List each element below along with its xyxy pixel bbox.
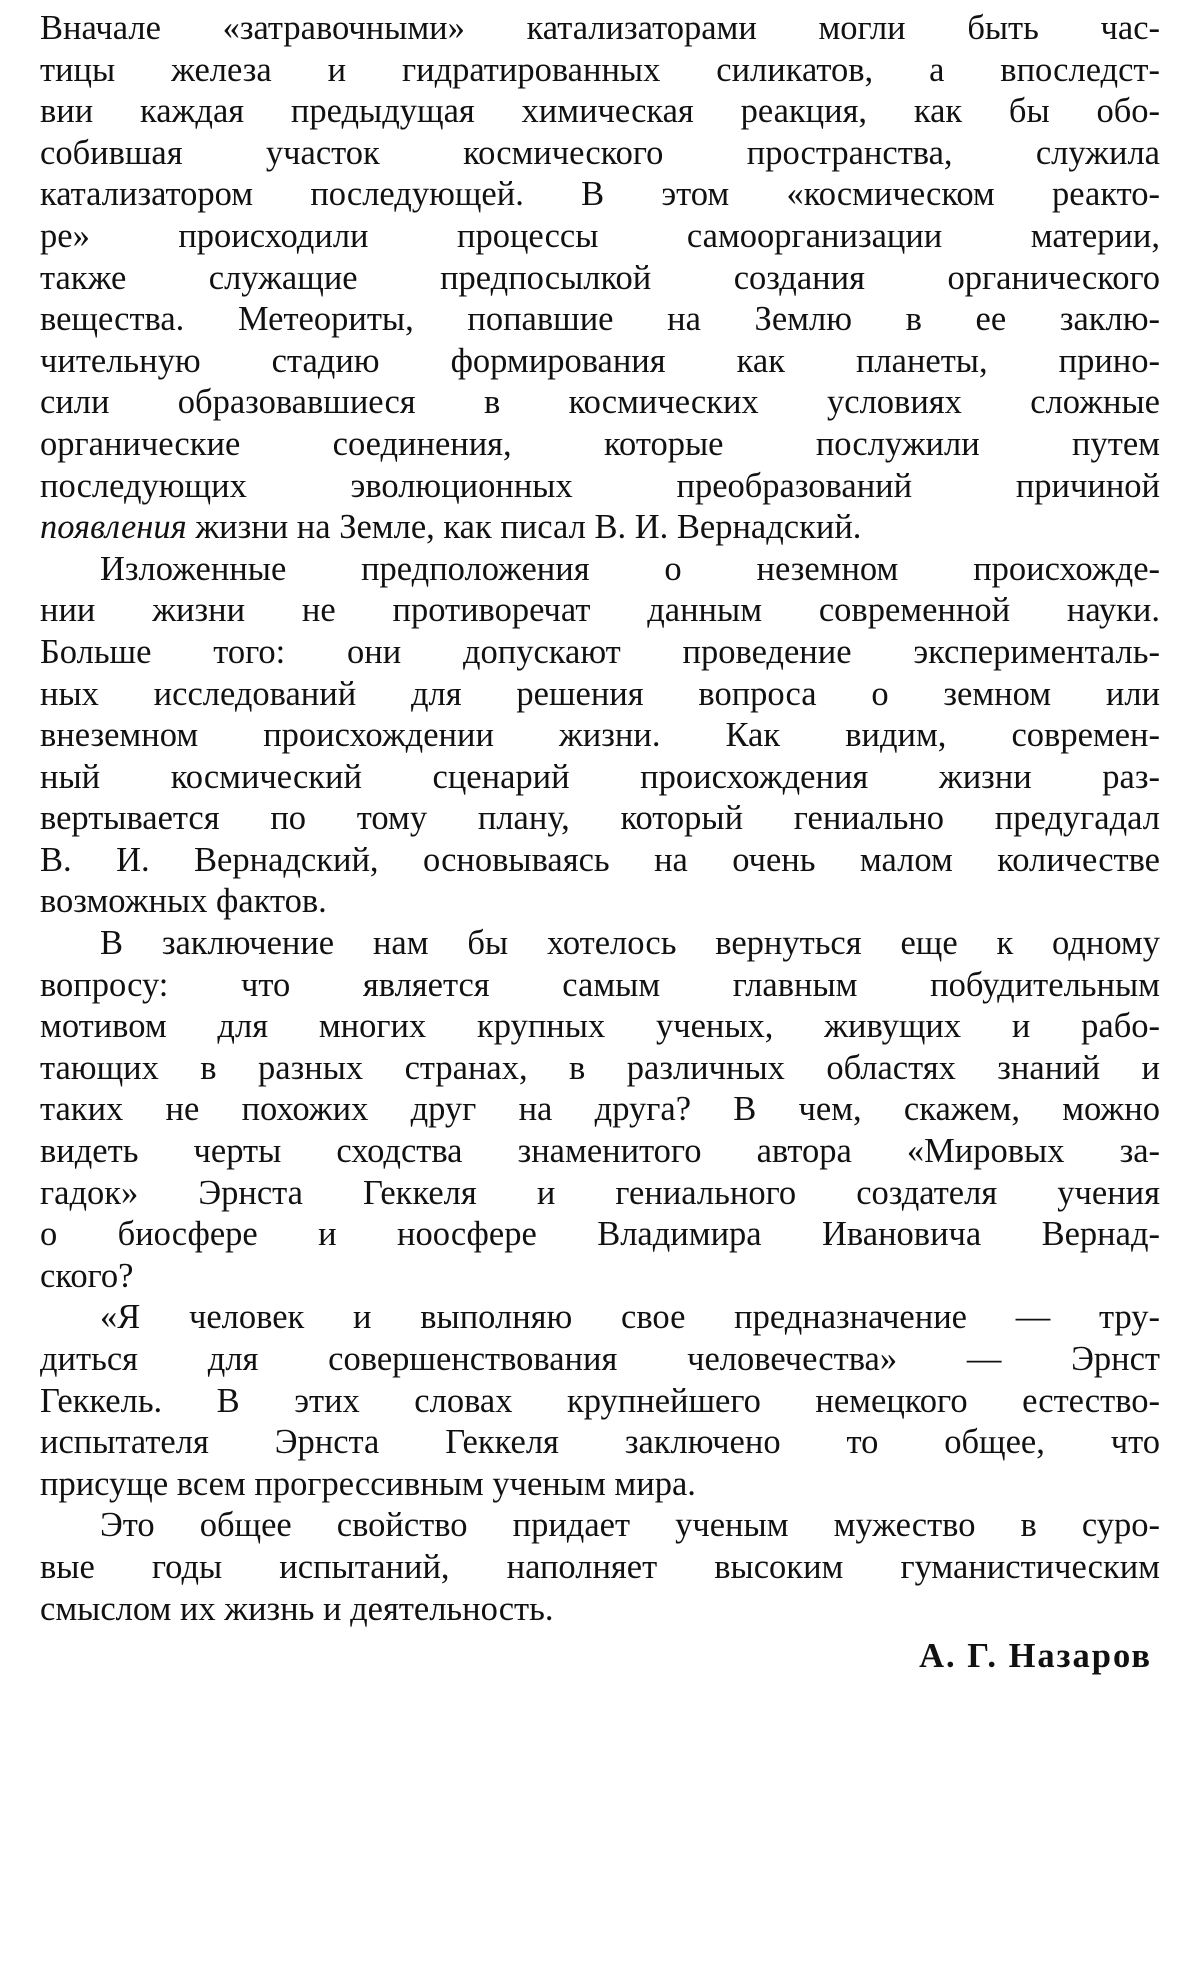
text-line-last: ского? [40,1256,134,1295]
text-line: тицы железа и гидратированных силикатов, а впоследст- [40,50,1160,89]
text-line: катализатором последующей. В этом «космическом реакто- [40,175,1160,214]
text-line: мотивом для многих крупных ученых, живущих и рабо- [40,1007,1160,1046]
text-line-last: возможных фактов. [40,882,327,921]
text-line: Больше того: они допускают проведение эксперименталь- [40,632,1160,671]
text-line: диться для совершенствования человечества» — Эрнст [40,1340,1160,1378]
text-line: сили образовавшиеся в космических условиях сложные [40,383,1160,422]
text-line: Вначале «затравочными» катализаторами могли быть час- [40,9,1160,47]
text-line: вопросу: что является самым главным побудительным [40,965,1160,1004]
paragraph-5 [40,1505,1160,1630]
text-line: испытателя Эрнста Геккеля заключено то общее, что [40,1423,1160,1462]
text-line: нии жизни не противоречат данным современной науки. [40,591,1160,630]
text-line: ный космический сценарий происхождения жизни раз- [40,757,1160,796]
author-signature: А. Г. Назаров [919,1637,1152,1676]
text-line-last: присуще всем прогрессивным ученым мира. [40,1464,696,1503]
text-line-last: смыслом их жизнь и деятельность. [40,1589,554,1628]
text-line: Это общее свойство придает ученым мужество в суро- [100,1506,1160,1545]
paragraph-2 [40,549,1160,923]
text-line: собившая участок космического пространства, служила [40,133,1160,172]
paragraph-1 [40,8,1160,549]
text-line: В. И. Вернадский, основываясь на очень малом количестве [40,840,1160,879]
text-line: Геккель. В этих словах крупнейшего немецкого естество- [40,1381,1160,1420]
text-fragment: жизни на Земле, как писал В. И. Вернадский. [186,508,862,547]
text-line: также служащие предпосылкой создания органического [40,258,1160,297]
text-line: органические соединения, которые послужили путем [40,424,1160,463]
text-line: внеземном происхождении жизни. Как видим, современ- [40,716,1160,755]
text-line: видеть черты сходства знаменитого автора «Мировых за- [40,1132,1160,1171]
text-line: В заключение нам бы хотелось вернуться еще к одному [100,924,1160,963]
text-line-last [40,507,1160,549]
document-page [40,8,1160,1678]
text-line: Изложенные предположения о неземном происхожде- [100,549,1160,588]
text-line: тающих в разных странах, в различных областях знаний и [40,1048,1160,1087]
text-line: о биосфере и ноосфере Владимира Ивановича Вернад- [40,1215,1160,1254]
text-line: вещества. Метеориты, попавшие на Землю в ее заклю- [40,300,1160,339]
paragraph-3 [40,923,1160,1297]
text-line: «Я человек и выполняю свое предназначение — тру- [100,1298,1160,1337]
text-line: гадок» Эрнста Геккеля и гениального создателя учения [40,1173,1160,1212]
text-line: таких не похожих друг на друга? В чем, скажем, можно [40,1090,1160,1129]
italic-word: появления [40,508,187,547]
text-line: последующих эволюционных преобразований причиной [40,466,1160,505]
paragraph-4 [40,1297,1160,1505]
text-line: ных исследований для решения вопроса о земном или [40,674,1160,713]
text-line: вертывается по тому плану, который гениально предугадал [40,799,1160,838]
text-line: ре» происходили процессы самоорганизации материи, [40,216,1160,255]
text-line: вые годы испытаний, наполняет высоким гуманистическим [40,1547,1160,1586]
text-line: чительную стадию формирования как планеты, прино- [40,341,1160,380]
text-line: вии каждая предыдущая химическая реакция, как бы обо- [40,92,1160,131]
